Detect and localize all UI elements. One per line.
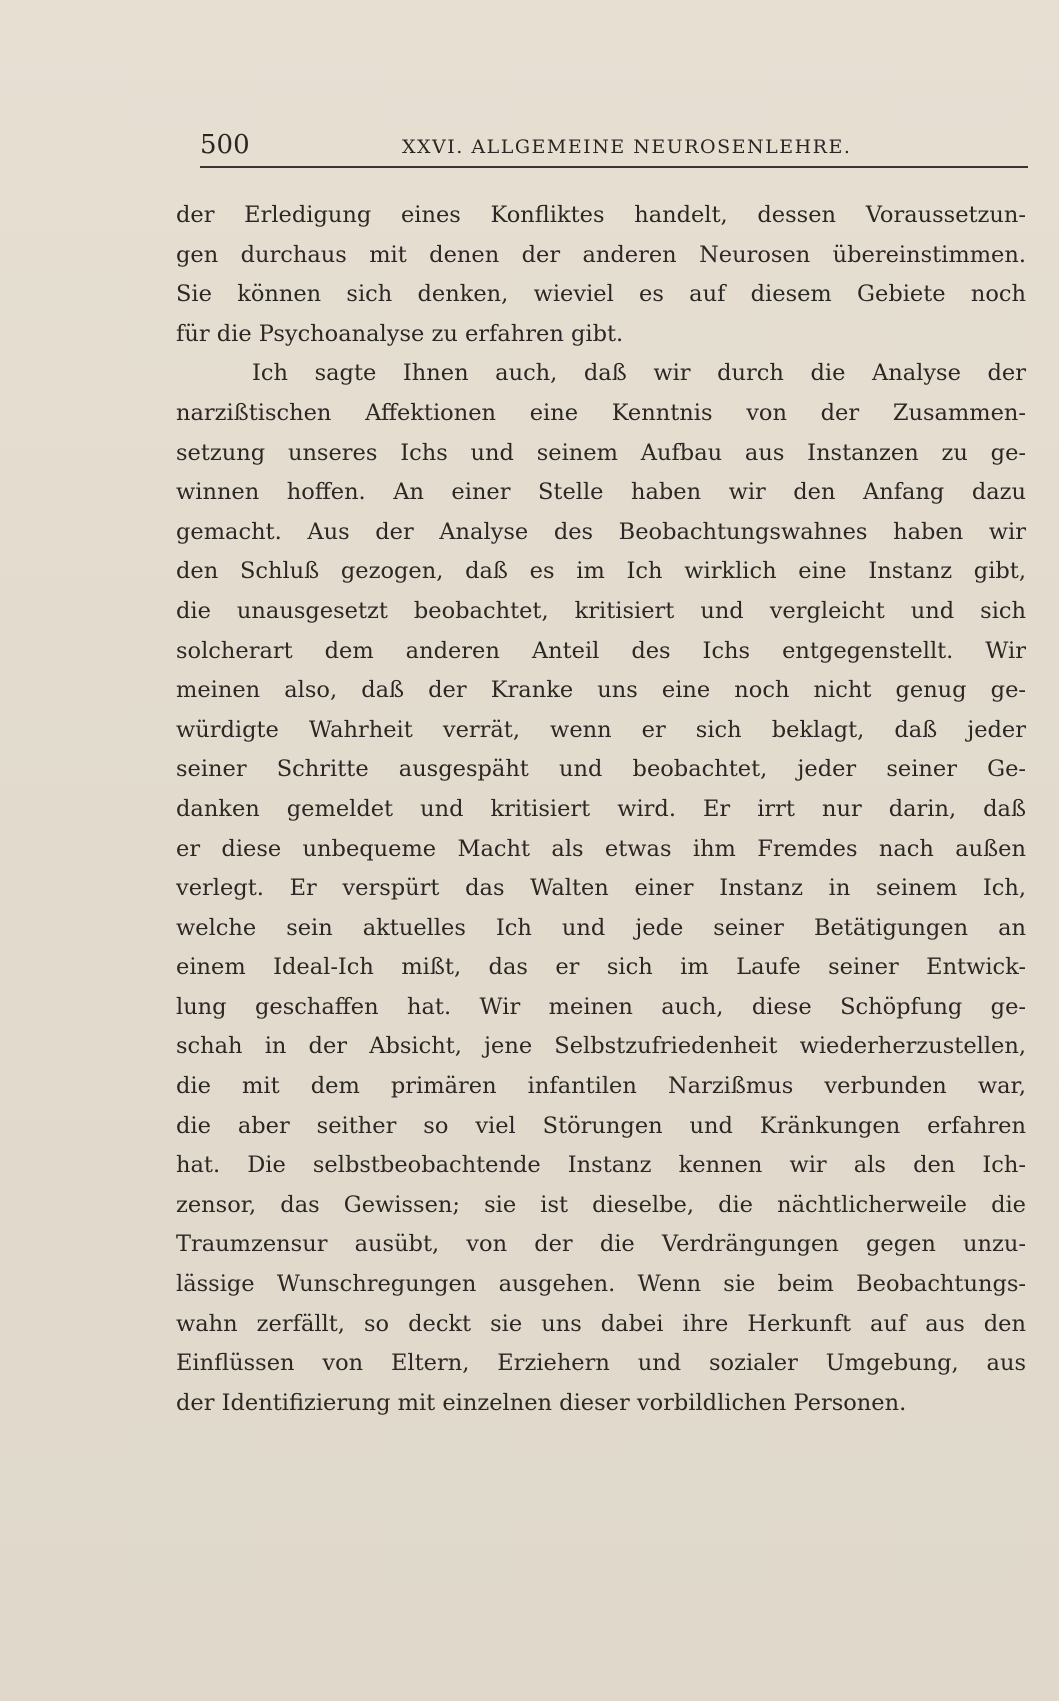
text-line: die unausgesetzt beobachtet, kritisiert und vergleicht und sich [176,597,1026,624]
text-line: verlegt. Er verspürt das Walten einer Instanz in seinem Ich, [176,875,1026,902]
text-line: hat. Die selbstbeobachtende Instanz kennen wir als den Ich- [176,1152,1026,1179]
chapter-title: XXVI. ALLGEMEINE NEUROSENLEHRE. [402,136,852,158]
text-line: einem Ideal-Ich mißt, das er sich im Laufe seiner Entwick- [176,954,1026,981]
text-line: solcherart dem anderen Anteil des Ichs entgegenstellt. Wir [176,637,1026,664]
text-line: Traumzensur ausübt, von der die Verdrängungen gegen unzu- [176,1231,1026,1258]
header-rule [200,166,1028,168]
text-line: die mit dem primären infantilen Narzißmus verbunden war, [176,1073,1026,1100]
text-line: für die Psychoanalyse zu erfahren gibt. [176,320,624,347]
text-line: der Identifizierung mit einzelnen dieser vorbildlichen Personen. [176,1389,907,1416]
text-line: den Schluß gezogen, daß es im Ich wirklich eine Instanz gibt, [176,558,1026,585]
body-text [176,196,1026,1423]
paragraph [176,354,1026,1423]
text-line: gemacht. Aus der Analyse des Beobachtungswahnes haben wir [176,518,1026,545]
page-number: 500 [200,130,250,160]
text-line: setzung unseres Ichs und seinem Aufbau aus Instanzen zu ge- [176,439,1026,466]
text-line: narzißtischen Affektionen eine Kenntnis von der Zusammen- [176,399,1026,426]
running-header [200,128,1028,162]
paragraph [176,196,1026,354]
text-line: Ich sagte Ihnen auch, daß wir durch die Analyse der [252,360,1026,387]
text-line: die aber seither so viel Störungen und Kränkungen erfahren [176,1112,1026,1139]
text-line: würdigte Wahrheit verrät, wenn er sich beklagt, daß jeder [176,716,1026,743]
text-line: er diese unbequeme Macht als etwas ihm Fremdes nach außen [176,835,1026,862]
text-line: meinen also, daß der Kranke uns eine noch nicht genug ge- [176,677,1026,704]
text-line: gen durchaus mit denen der anderen Neurosen übereinstimmen. [176,241,1026,268]
text-line: lässige Wunschregungen ausgehen. Wenn sie beim Beobachtungs- [176,1271,1026,1298]
text-line: winnen hoffen. An einer Stelle haben wir den Anfang dazu [176,479,1026,506]
text-line: zensor, das Gewissen; sie ist dieselbe, die nächtlicherweile die [176,1191,1026,1218]
text-line: Einflüssen von Eltern, Erziehern und sozialer Umgebung, aus [176,1350,1026,1377]
text-line: lung geschaffen hat. Wir meinen auch, diese Schöpfung ge- [176,993,1026,1020]
text-line: schah in der Absicht, jene Selbstzufriedenheit wiederherzustellen, [176,1033,1026,1060]
text-line: seiner Schritte ausgespäht und beobachtet, jeder seiner Ge- [176,756,1026,783]
text-line: danken gemeldet und kritisiert wird. Er irrt nur darin, daß [176,795,1026,822]
text-line: welche sein aktuelles Ich und jede seiner Betätigungen an [176,914,1026,941]
text-line: Sie können sich denken, wieviel es auf diesem Gebiete noch [176,281,1026,308]
text-line: der Erledigung eines Konfliktes handelt, dessen Voraussetzun- [176,202,1026,228]
text-line: wahn zerfällt, so deckt sie uns dabei ihre Herkunft auf aus den [176,1310,1026,1337]
